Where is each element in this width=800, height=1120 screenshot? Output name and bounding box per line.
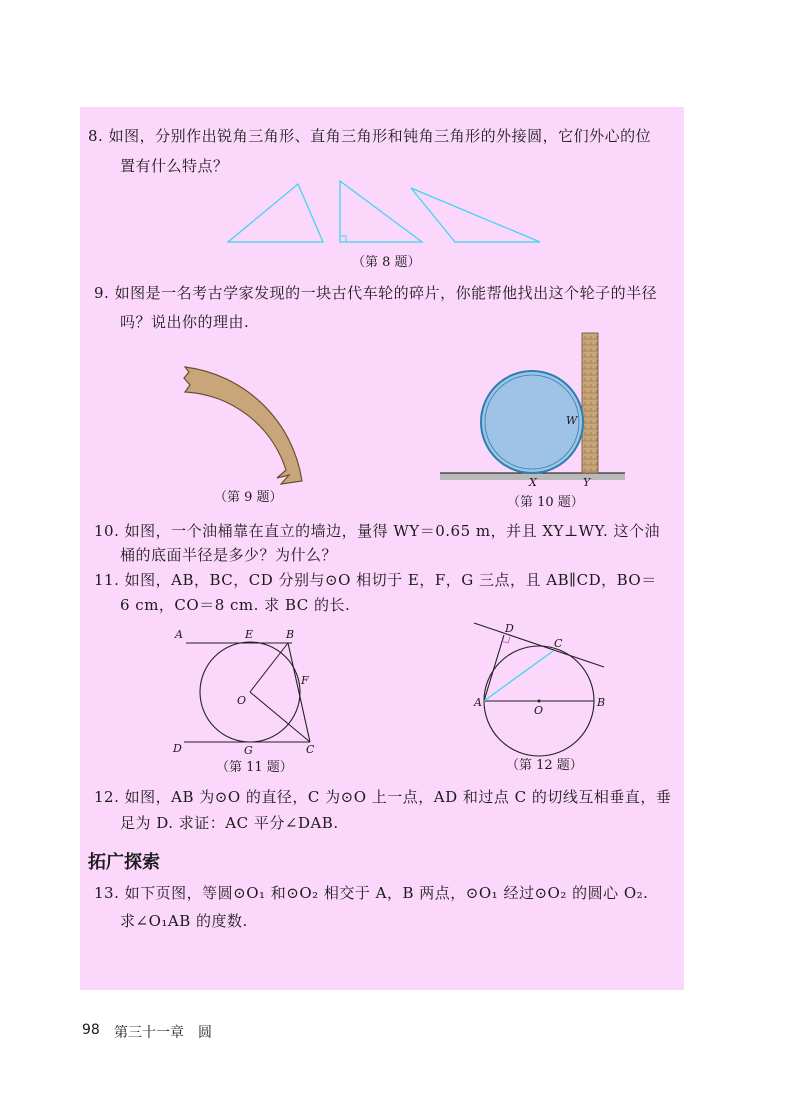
label-w: W bbox=[566, 414, 578, 427]
problem-8-line-1: 8. 如图，分别作出锐角三角形、直角三角形和钝角三角形的外接圆，它们外心的位 bbox=[88, 127, 652, 145]
label-a: A bbox=[474, 696, 482, 709]
line-ac bbox=[484, 651, 553, 701]
problem-13-line-1: 13. 如下页图，等圆⊙O₁ 和⊙O₂ 相交于 A，B 两点，⊙O₁ 经过⊙O₂ 的圆心 O₂. bbox=[94, 884, 649, 902]
problem-11-line-2: 6 cm，CO＝8 cm. 求 BC 的长. bbox=[120, 596, 351, 614]
problem-9-line-1: 9. 如图是一名考古学家发现的一块古代车轮的碎片，你能帮他找出这个轮子的半径 bbox=[94, 284, 658, 302]
label-a: A bbox=[175, 628, 183, 641]
problem-10-line-2: 桶的底面半径是多少？为什么？ bbox=[120, 546, 338, 564]
figure-10-caption: （第 10 题） bbox=[507, 495, 584, 510]
label-b: B bbox=[597, 696, 606, 709]
label-y: Y bbox=[583, 476, 591, 489]
label-f: F bbox=[301, 674, 309, 687]
figure-12-caption: （第 12 题） bbox=[506, 758, 583, 773]
label-o: O bbox=[237, 694, 247, 707]
figure-9-caption: （第 9 题） bbox=[214, 490, 283, 505]
problem-12-line-1: 12. 如图，AB 为⊙O 的直径，C 为⊙O 上一点，AD 和过点 C 的切线互相垂直，垂 bbox=[94, 788, 672, 806]
label-x: X bbox=[529, 476, 537, 489]
problem-8-line-2: 置有什么特点？ bbox=[120, 157, 229, 175]
label-g: G bbox=[244, 744, 253, 757]
line-ad bbox=[484, 635, 504, 701]
label-b: B bbox=[286, 628, 295, 641]
problem-10-line-1: 10. 如图，一个油桶靠在直立的墙边，量得 WY＝0.65 m，并且 XY⊥WY. 这个油 bbox=[94, 522, 660, 540]
label-d: D bbox=[505, 622, 514, 635]
label-c: C bbox=[306, 743, 315, 756]
problem-9-line-2: 吗？说出你的理由. bbox=[120, 313, 250, 331]
label-d: D bbox=[173, 742, 182, 755]
label-e: E bbox=[245, 628, 254, 641]
page-number: 98 bbox=[82, 1022, 100, 1038]
problem-12-line-2: 足为 D. 求证：AC 平分∠DAB. bbox=[120, 814, 339, 832]
label-c: C bbox=[554, 637, 563, 650]
problem-13-line-2: 求∠O₁AB 的度数. bbox=[120, 912, 248, 930]
problem-11-line-1: 11. 如图，AB，BC，CD 分别与⊙O 相切于 E，F，G 三点，且 AB∥CD，BO＝ bbox=[94, 571, 657, 589]
chapter-title: 第三十一章 圆 bbox=[114, 1025, 212, 1041]
figure-8-caption: （第 8 题） bbox=[352, 255, 421, 270]
section-heading: 拓广探索 bbox=[88, 852, 160, 873]
label-o: O bbox=[534, 704, 544, 717]
figure-11-caption: （第 11 题） bbox=[216, 760, 293, 775]
center-dot bbox=[538, 700, 541, 703]
